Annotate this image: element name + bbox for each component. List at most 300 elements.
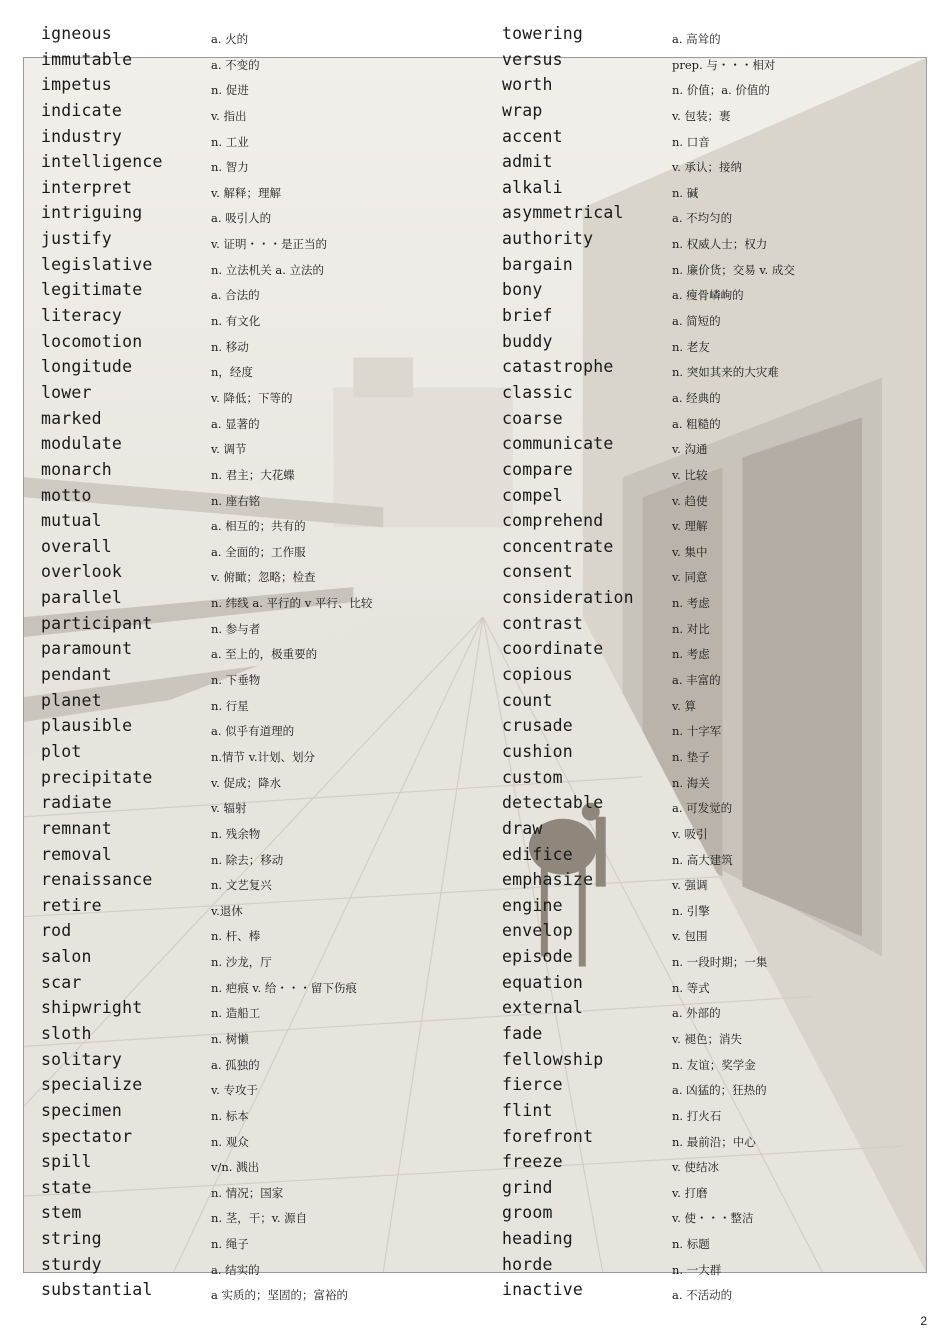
vocab-word: substantial [41, 1280, 153, 1300]
vocab-word: cushion [502, 741, 573, 761]
vocab-definition: n. 造船工 [211, 1006, 261, 1021]
vocab-entry [41, 306, 461, 332]
vocab-entry [41, 178, 461, 204]
vocab-definition: n. 智力 [211, 160, 249, 175]
vocab-word: scar [41, 972, 82, 992]
vocab-definition: a. 经典的 [672, 390, 721, 405]
vocab-word: detectable [502, 793, 604, 813]
vocab-definition: n. 碱 [672, 185, 699, 200]
vocab-word: draw [502, 818, 543, 838]
vocab-word: specimen [41, 1100, 123, 1120]
vocab-definition: n. 促进 [211, 83, 249, 98]
vocab-entry [41, 562, 461, 588]
vocab-definition: n. 权威人士；权力 [672, 237, 768, 252]
vocab-definition: v. 打磨 [672, 1185, 708, 1200]
vocab-word: count [502, 690, 553, 710]
vocab-entry [502, 280, 922, 306]
vocab-word: accent [502, 126, 563, 146]
vocab-word: industry [41, 126, 123, 146]
vocab-word: equation [502, 972, 584, 992]
vocab-word: solitary [41, 1049, 123, 1069]
vocab-definition: a. 瘦骨嶙峋的 [672, 288, 744, 303]
vocab-entry [502, 998, 922, 1024]
vocab-entry [41, 742, 461, 768]
vocab-definition: v.退休 [211, 903, 243, 918]
vocab-definition: a. 高耸的 [672, 32, 721, 46]
vocab-definition: v. 承认；接纳 [672, 160, 742, 175]
vocab-entry [502, 152, 922, 178]
vocab-word: custom [502, 767, 563, 787]
vocab-entry [41, 1152, 461, 1178]
vocab-entry [502, 1101, 922, 1127]
vocab-definition: n. 君主；大花蝶 [211, 467, 295, 482]
vocab-definition: v. 沟通 [672, 442, 708, 457]
vocab-word: coarse [502, 408, 563, 428]
vocab-definition: n. 十字军 [672, 724, 722, 739]
vocab-definition: n. 廉价货；交易 v. 成交 [672, 262, 795, 277]
vocab-entry [502, 1152, 922, 1178]
vocab-definition: a. 外部的 [672, 1006, 721, 1021]
vocab-entry [502, 1127, 922, 1153]
vocab-entry [502, 716, 922, 742]
vocab-definition: n. 对比 [672, 621, 710, 636]
vocab-definition: a. 不变的 [211, 57, 260, 72]
vocab-word: horde [502, 1254, 553, 1274]
vocab-entry [502, 588, 922, 614]
vocab-word: towering [502, 24, 584, 43]
vocab-word: retire [41, 895, 102, 915]
vocab-entry [41, 409, 461, 435]
vocab-definition: n. 观众 [211, 1134, 249, 1149]
vocab-entry [41, 588, 461, 614]
vocab-entry [502, 460, 922, 486]
vocab-word: worth [502, 75, 553, 95]
vocab-entry [41, 75, 461, 101]
vocab-definition: a. 不活动的 [672, 1288, 733, 1303]
vocab-word: concentrate [502, 536, 614, 556]
vocab-entry [502, 665, 922, 691]
vocab-word: intriguing [41, 203, 143, 223]
vocab-definition: n. 下垂物 [211, 673, 261, 688]
vocab-word: coordinate [502, 639, 604, 659]
vocab-entry [502, 896, 922, 922]
vocab-entry [502, 255, 922, 281]
vocab-definition: prep. 与・・・相对 [672, 57, 776, 72]
vocab-entry [41, 768, 461, 794]
vocab-definition: n. 一段时期；一集 [672, 955, 768, 970]
vocab-entry [502, 306, 922, 332]
vocab-word: modulate [41, 434, 123, 454]
vocab-definition: a. 丰富的 [672, 673, 721, 688]
vocab-definition: a. 火的 [211, 32, 249, 46]
vocab-word: rod [41, 921, 72, 941]
vocab-entry [41, 1127, 461, 1153]
vocab-entry [41, 229, 461, 255]
left-column [41, 24, 461, 1306]
vocab-entry [41, 845, 461, 871]
vocab-word: intelligence [41, 152, 163, 172]
vocab-entry [502, 1178, 922, 1204]
vocab-word: crusade [502, 716, 573, 736]
vocab-entry [502, 973, 922, 999]
vocab-word: lower [41, 382, 92, 402]
vocab-definition: n. 工业 [211, 134, 249, 149]
vocab-word: plot [41, 741, 82, 761]
vocab-word: immutable [41, 49, 133, 69]
vocab-word: renaissance [41, 870, 153, 890]
vocab-word: fierce [502, 1075, 563, 1095]
vocab-definition: v. 使结冰 [672, 1160, 719, 1175]
right-column [502, 24, 922, 1306]
vocab-entry [41, 998, 461, 1024]
vocab-entry [41, 127, 461, 153]
vocab-word: monarch [41, 459, 112, 479]
vocab-word: emphasize [502, 870, 594, 890]
vocab-word: sturdy [41, 1254, 102, 1274]
vocab-entry [502, 562, 922, 588]
vocab-entry [41, 332, 461, 358]
vocab-word: motto [41, 485, 92, 505]
vocab-word: forefront [502, 1126, 594, 1146]
vocab-definition: n. 高大建筑 [672, 852, 733, 867]
vocab-entry [41, 537, 461, 563]
vocab-entry [41, 1229, 461, 1255]
vocab-word: grind [502, 1177, 553, 1197]
vocab-definition: v. 俯瞰；忽略；检查 [211, 570, 316, 585]
vocab-entry [502, 357, 922, 383]
vocab-definition: v. 降低；下等的 [211, 390, 293, 405]
vocab-word: wrap [502, 100, 543, 120]
vocab-definition: v. 指出 [211, 108, 247, 123]
vocab-word: spectator [41, 1126, 133, 1146]
vocab-definition: a. 结实的 [211, 1262, 260, 1277]
vocab-definition: a. 凶猛的；狂热的 [672, 1083, 767, 1098]
vocab-word: asymmetrical [502, 203, 624, 223]
vocab-definition: v. 理解 [672, 519, 708, 534]
vocab-entry [502, 1024, 922, 1050]
vocab-entry [41, 460, 461, 486]
vocab-entry [41, 1050, 461, 1076]
vocab-definition: n. 纬线 a. 平行的 v 平行、比较 [211, 596, 373, 611]
vocab-entry [502, 75, 922, 101]
vocab-definition: a. 吸引人的 [211, 211, 272, 226]
vocab-entry [502, 742, 922, 768]
vocab-definition: n，经度 [211, 365, 253, 380]
vocab-definition: v. 证明・・・是正当的 [211, 237, 327, 252]
vocab-definition: n. 立法机关 a. 立法的 [211, 262, 325, 277]
vocab-definition: n. 参与者 [211, 621, 261, 636]
vocab-entry [502, 383, 922, 409]
vocab-definition: v. 强调 [672, 878, 708, 893]
vocab-word: compel [502, 485, 563, 505]
vocab-definition: n. 树懒 [211, 1031, 249, 1046]
vocab-definition: a. 合法的 [211, 288, 260, 303]
vocab-word: admit [502, 152, 553, 172]
vocab-word: overlook [41, 562, 123, 582]
vocab-entry [502, 486, 922, 512]
vocab-entry [502, 691, 922, 717]
vocab-entry [41, 947, 461, 973]
vocab-word: external [502, 998, 584, 1018]
vocab-definition: n. 茎，干；v. 源自 [211, 1211, 308, 1226]
vocab-definition: n. 友谊；奖学金 [672, 1057, 756, 1072]
vocab-definition: a. 相互的；共有的 [211, 519, 306, 534]
vocab-word: authority [502, 229, 594, 249]
vocab-entry [41, 1255, 461, 1281]
vocab-word: buddy [502, 331, 553, 351]
vocab-word: impetus [41, 75, 112, 95]
vocab-word: alkali [502, 177, 563, 197]
vocab-definition: a 实质的；坚固的；富裕的 [211, 1288, 349, 1303]
vocab-definition: v. 专攻于 [211, 1083, 258, 1098]
vocab-definition: a. 似乎有道理的 [211, 724, 295, 739]
vocab-word: communicate [502, 434, 614, 454]
vocab-entry [41, 24, 461, 50]
vocab-definition: v. 调节 [211, 442, 247, 457]
vocab-definition: v/n. 溅出 [211, 1160, 260, 1175]
vocab-entry [502, 1203, 922, 1229]
vocab-entry [41, 921, 461, 947]
vocab-word: copious [502, 665, 573, 685]
vocab-definition: v. 促成；降水 [211, 775, 281, 790]
vocab-word: comprehend [502, 511, 604, 531]
vocab-definition: n. 移动 [211, 339, 249, 354]
vocab-definition: v. 比较 [672, 467, 708, 482]
vocab-definition: v. 解释；理解 [211, 185, 281, 200]
vocab-definition: n. 残余物 [211, 826, 261, 841]
vocab-word: removal [41, 844, 112, 864]
vocab-word: parallel [41, 588, 123, 608]
vocab-definition: v. 吸引 [672, 826, 708, 841]
vocab-definition: v. 集中 [672, 544, 708, 559]
vocab-word: indicate [41, 100, 123, 120]
vocab-definition: n. 垫子 [672, 749, 710, 764]
vocab-entry [41, 716, 461, 742]
vocab-entry [41, 511, 461, 537]
vocab-definition: a. 至上的，极重要的 [211, 647, 318, 662]
vocab-entry [41, 1203, 461, 1229]
vocab-entry [41, 614, 461, 640]
vocab-definition: n. 一大群 [672, 1262, 722, 1277]
vocab-entry [502, 768, 922, 794]
vocab-entry [502, 921, 922, 947]
vocab-entry [41, 973, 461, 999]
vocab-entry [502, 178, 922, 204]
vocab-entry [502, 203, 922, 229]
vocab-word: igneous [41, 24, 112, 43]
vocab-definition: n.情节 v.计划、划分 [211, 749, 316, 764]
vocab-word: bargain [502, 254, 573, 274]
vocab-definition: n. 价值；a. 价值的 [672, 83, 770, 98]
vocab-definition: n. 等式 [672, 980, 710, 995]
vocab-entry [41, 639, 461, 665]
vocab-entry [41, 280, 461, 306]
vocab-definition: v. 同意 [672, 570, 708, 585]
vocab-entry [502, 229, 922, 255]
vocab-entry [502, 819, 922, 845]
vocab-entry [502, 845, 922, 871]
vocab-word: participant [41, 613, 153, 633]
vocab-word: groom [502, 1203, 553, 1223]
vocab-definition: a. 孤独的 [211, 1057, 260, 1072]
vocab-word: heading [502, 1229, 573, 1249]
vocab-word: legitimate [41, 280, 143, 300]
vocab-definition: n. 文艺复兴 [211, 878, 272, 893]
vocab-entry [41, 383, 461, 409]
vocab-definition: n. 突如其来的大灾难 [672, 365, 779, 380]
vocab-word: radiate [41, 793, 112, 813]
vocab-definition: v. 算 [672, 698, 696, 713]
vocab-entry [41, 255, 461, 281]
vocab-word: consent [502, 562, 573, 582]
vocab-definition: v. 使・・・整洁 [672, 1211, 754, 1226]
vocab-entry [41, 203, 461, 229]
vocab-entry [502, 870, 922, 896]
vocab-entry [41, 896, 461, 922]
vocab-entry [41, 870, 461, 896]
vocab-definition: n. 标题 [672, 1237, 710, 1252]
vocab-entry [41, 357, 461, 383]
vocab-definition: a. 显著的 [211, 416, 260, 431]
vocab-entry [41, 1178, 461, 1204]
vocab-entry [41, 434, 461, 460]
vocab-definition: n. 有文化 [211, 314, 261, 329]
vocab-word: bony [502, 280, 543, 300]
vocab-entry [41, 1024, 461, 1050]
vocab-word: precipitate [41, 767, 153, 787]
vocab-word: string [41, 1229, 102, 1249]
vocab-entry [502, 793, 922, 819]
vocab-word: justify [41, 229, 112, 249]
vocab-definition: n. 沙龙，厅 [211, 955, 272, 970]
vocab-word: freeze [502, 1152, 563, 1172]
vocab-word: specialize [41, 1075, 143, 1095]
vocab-definition: n. 考虑 [672, 647, 710, 662]
vocab-definition: a. 简短的 [672, 314, 721, 329]
vocab-entry [502, 947, 922, 973]
vocab-word: shipwright [41, 998, 143, 1018]
vocab-word: fellowship [502, 1049, 604, 1069]
vocab-entry [41, 1101, 461, 1127]
vocab-word: contrast [502, 613, 584, 633]
vocab-word: spill [41, 1152, 92, 1172]
vocab-word: longitude [41, 357, 133, 377]
vocab-word: envelop [502, 921, 573, 941]
vocab-definition: v. 包围 [672, 929, 708, 944]
vocab-entry [41, 1075, 461, 1101]
vocab-definition: n. 打火石 [672, 1108, 722, 1123]
vocab-word: stem [41, 1203, 82, 1223]
vocab-word: state [41, 1177, 92, 1197]
vocab-entry [41, 691, 461, 717]
vocab-definition: n. 老友 [672, 339, 710, 354]
vocab-word: consideration [502, 588, 634, 608]
vocab-word: mutual [41, 511, 102, 531]
vocab-entry [502, 50, 922, 76]
vocab-word: locomotion [41, 331, 143, 351]
vocab-entry [502, 639, 922, 665]
vocab-word: remnant [41, 818, 112, 838]
vocab-entry [502, 332, 922, 358]
vocab-word: plausible [41, 716, 133, 736]
vocab-entry [502, 101, 922, 127]
vocab-definition: a. 不均匀的 [672, 211, 733, 226]
vocab-word: engine [502, 895, 563, 915]
vocab-word: legislative [41, 254, 153, 274]
vocab-entry [502, 1255, 922, 1281]
vocab-entry [502, 127, 922, 153]
vocab-definition: n. 引擎 [672, 903, 710, 918]
vocab-definition: n. 海关 [672, 775, 710, 790]
vocab-entry [502, 1050, 922, 1076]
vocab-entry [502, 1229, 922, 1255]
vocab-definition: a. 粗糙的 [672, 416, 721, 431]
vocab-entry [41, 665, 461, 691]
vocab-entry [502, 409, 922, 435]
vocab-definition: v. 辐射 [211, 801, 247, 816]
vocab-entry [41, 793, 461, 819]
vocab-definition: n. 行星 [211, 698, 249, 713]
vocab-word: salon [41, 947, 92, 967]
vocab-definition: n. 座右铭 [211, 493, 261, 508]
vocab-entry [41, 486, 461, 512]
vocab-word: marked [41, 408, 102, 428]
vocab-word: flint [502, 1100, 553, 1120]
vocab-entry [502, 537, 922, 563]
vocab-word: planet [41, 690, 102, 710]
vocab-entry [502, 1075, 922, 1101]
vocab-entry [41, 101, 461, 127]
vocab-word: paramount [41, 639, 133, 659]
vocab-entry [502, 24, 922, 50]
vocab-word: catastrophe [502, 357, 614, 377]
vocab-definition: n. 情况；国家 [211, 1185, 284, 1200]
vocab-entry [41, 1280, 461, 1306]
page-number: 2 [920, 1314, 927, 1328]
vocab-definition: n. 考虑 [672, 596, 710, 611]
vocab-word: episode [502, 947, 573, 967]
vocab-word: brief [502, 306, 553, 326]
vocab-word: versus [502, 49, 563, 69]
vocab-entry [41, 152, 461, 178]
vocab-word: pendant [41, 665, 112, 685]
vocab-word: compare [502, 459, 573, 479]
vocab-entry [41, 819, 461, 845]
vocab-word: edifice [502, 844, 573, 864]
vocab-definition: n. 杆、棒 [211, 929, 261, 944]
vocab-definition: a. 可发觉的 [672, 801, 733, 816]
vocab-word: classic [502, 382, 573, 402]
vocab-definition: n. 标本 [211, 1108, 249, 1123]
vocab-definition: n. 绳子 [211, 1237, 249, 1252]
vocab-word: fade [502, 1023, 543, 1043]
vocab-definition: n. 最前沿；中心 [672, 1134, 756, 1149]
vocab-entry [502, 1280, 922, 1306]
vocab-word: sloth [41, 1023, 92, 1043]
vocab-word: overall [41, 536, 112, 556]
vocab-definition: a. 全面的；工作服 [211, 544, 306, 559]
vocab-entry [502, 434, 922, 460]
vocab-entry [502, 614, 922, 640]
vocab-definition: v. 趋使 [672, 493, 708, 508]
vocab-entry [502, 511, 922, 537]
vocab-entry [41, 50, 461, 76]
vocab-definition: n. 疤痕 v. 给・・・留下伤痕 [211, 980, 357, 995]
vocab-definition: n. 口音 [672, 134, 710, 149]
vocab-word: interpret [41, 177, 133, 197]
vocab-definition: n. 除去；移动 [211, 852, 284, 867]
vocab-definition: v. 包装；裹 [672, 108, 731, 123]
